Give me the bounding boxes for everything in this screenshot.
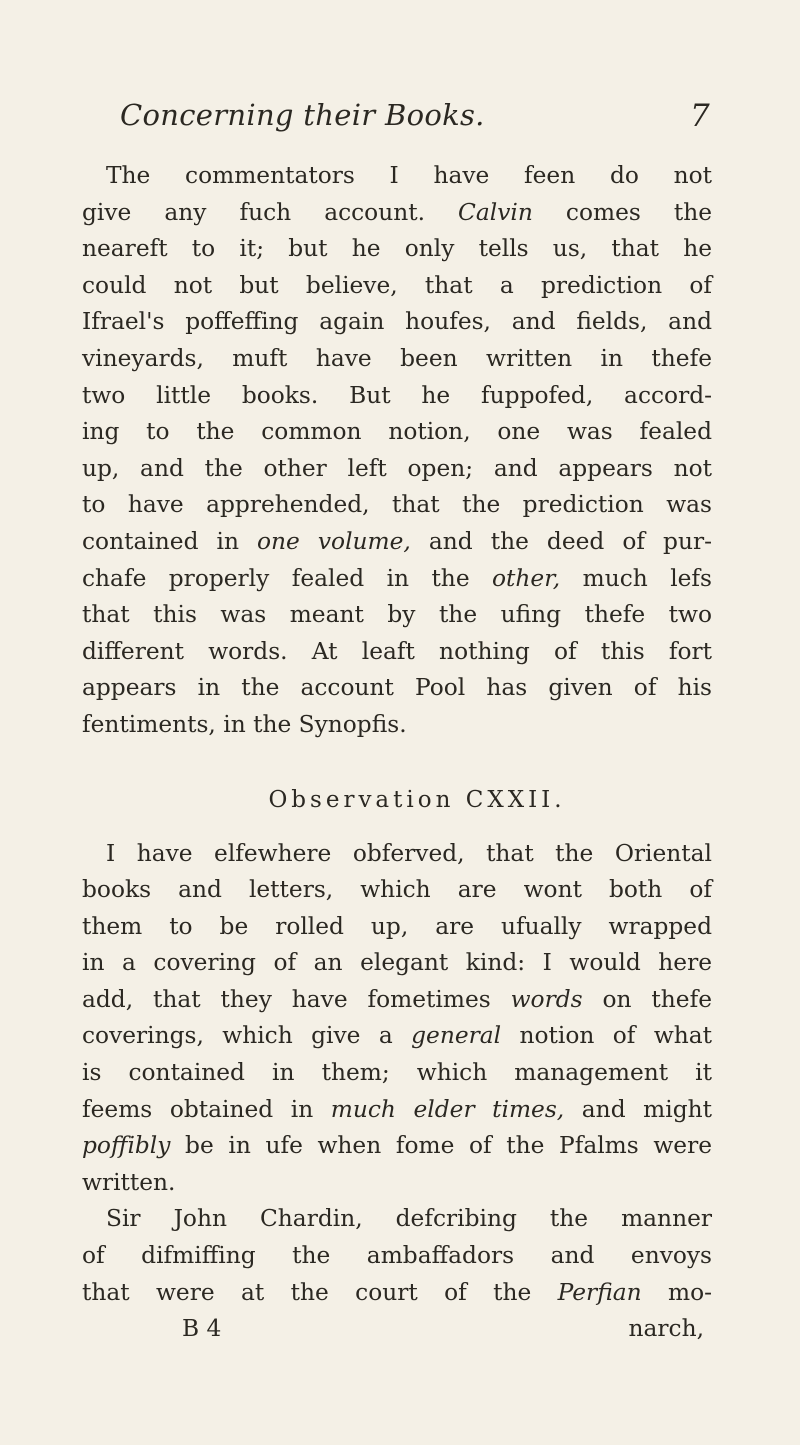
signature-mark: B 4 bbox=[182, 1315, 222, 1343]
text-line: contained in one volume, and the deed of pur- bbox=[82, 527, 712, 555]
running-head: Concerning their Books. bbox=[120, 98, 485, 132]
text-line: to have apprehended, that the prediction was bbox=[82, 491, 712, 519]
text-line: poffibly be in ufe when fome of the Pfalms were bbox=[82, 1132, 712, 1160]
text-line: that this was meant by the ufing thefe two bbox=[82, 601, 712, 629]
text-line: of difmiffing the ambaffadors and envoys bbox=[82, 1242, 712, 1270]
italic-word: general bbox=[411, 1022, 502, 1050]
page-header bbox=[0, 98, 800, 142]
italic-word: words bbox=[510, 985, 583, 1013]
text-line: coverings, which give a general notion of what bbox=[82, 1022, 713, 1050]
text-line: is contained in them; which management it bbox=[82, 1059, 712, 1087]
text-line: neareft to it; but he only tells us, that he bbox=[82, 235, 712, 263]
text-line: written. bbox=[82, 1168, 176, 1196]
italic-name: Calvin bbox=[458, 198, 533, 226]
text-line: fentiments, in the Synopfis. bbox=[82, 710, 407, 738]
text-line: The commentators I have feen do not bbox=[106, 162, 712, 189]
text-line: vineyards, muft have been written in thefe bbox=[82, 344, 712, 372]
text-line: them to be rolled up, are ufually wrapped bbox=[82, 912, 712, 940]
text-line: ing to the common notion, one was fealed bbox=[82, 418, 712, 446]
text-line: Sir John Chardin, defcribing the manner bbox=[106, 1205, 712, 1233]
page-number: 7 bbox=[690, 98, 710, 134]
italic-phrase: much elder times, bbox=[330, 1095, 565, 1123]
text-line: two little books. But he fuppofed, accord- bbox=[82, 381, 712, 409]
text-line: in a covering of an elegant kind: I would here bbox=[82, 949, 712, 977]
italic-word: Perfian bbox=[557, 1278, 642, 1306]
text-line: Ifrael's poffeffing again houfes, and fields, and bbox=[82, 308, 712, 336]
text-line: that were at the court of the Perfian mo- bbox=[82, 1278, 713, 1306]
text-line: books and letters, which are wont both of bbox=[82, 876, 712, 904]
body-text bbox=[82, 158, 712, 1348]
observation-heading: Observation CXXII. bbox=[268, 786, 566, 813]
italic-phrase: one volume, bbox=[257, 527, 411, 555]
italic-word: poffibly bbox=[82, 1132, 171, 1160]
text-line: chafe properly fealed in the other, much lefs bbox=[82, 564, 713, 592]
text-line: I have elfewhere obferved, that the Oriental bbox=[106, 839, 712, 867]
text-line: could not but believe, that a prediction of bbox=[82, 271, 712, 299]
text-line: feems obtained in much elder times, and might bbox=[82, 1095, 713, 1123]
footer-line bbox=[82, 1311, 712, 1348]
text-line: up, and the other left open; and appears not bbox=[82, 454, 712, 482]
catchword: narch, bbox=[628, 1315, 704, 1343]
italic-phrase: other, bbox=[492, 564, 561, 592]
text-line: appears in the account Pool has given of his bbox=[82, 674, 712, 702]
text-line: give any fuch account. Calvin comes the bbox=[82, 198, 713, 226]
text-line: different words. At leaft nothing of this fort bbox=[82, 637, 712, 665]
text-line: add, that they have fometimes words on thefe bbox=[82, 985, 712, 1013]
